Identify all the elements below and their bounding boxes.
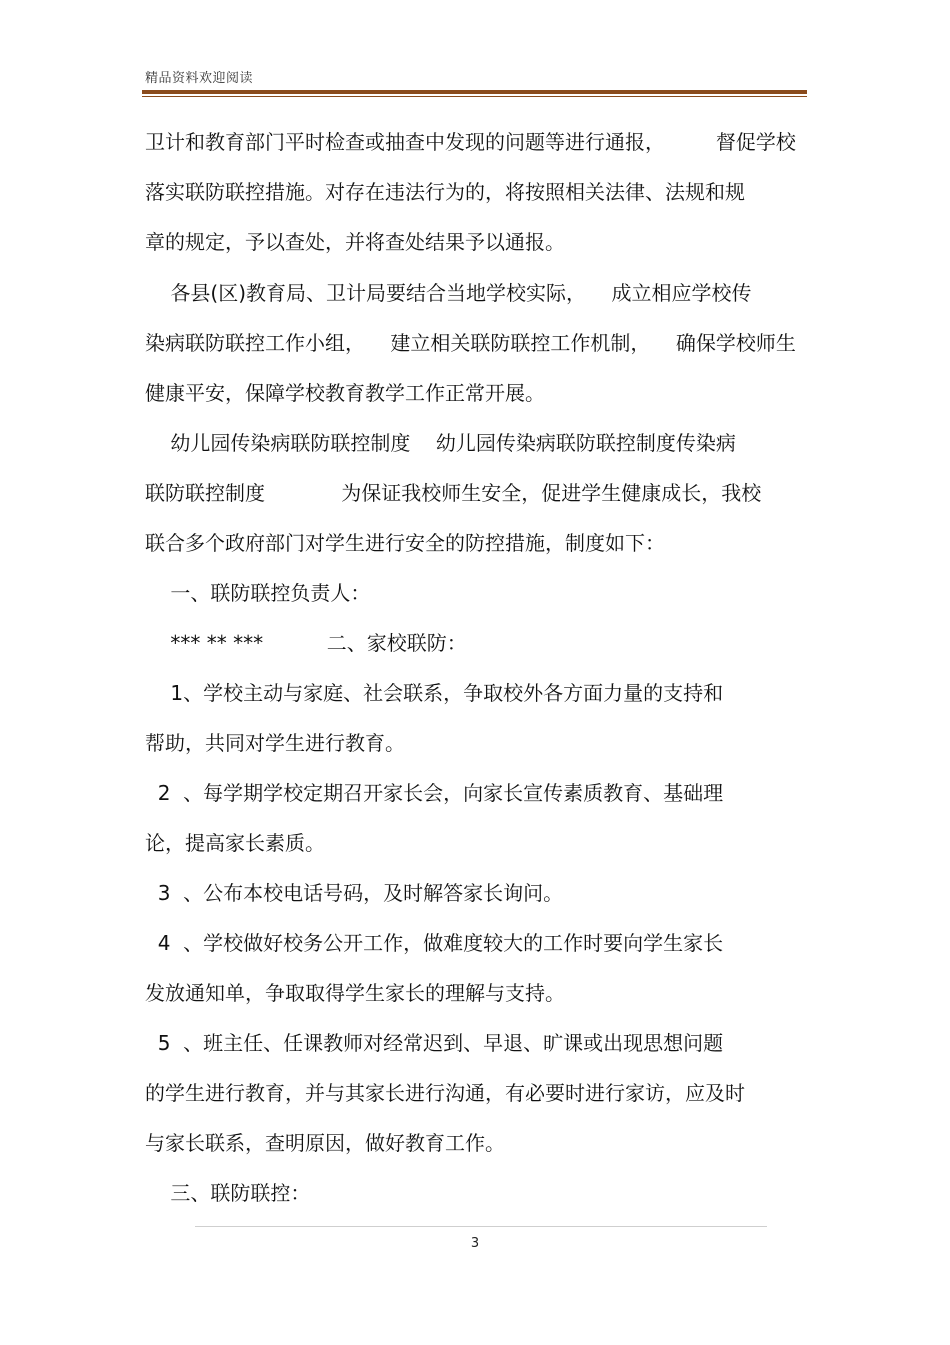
body-line: 章的规定，予以查处，并将查处结果予以通报。: [145, 230, 565, 254]
body-line: 的学生进行教育，并与其家长进行沟通，有必要时进行家访，应及时: [145, 1081, 745, 1105]
header-rule-thin: [142, 96, 807, 97]
body-line: 健康平安，保障学校教育教学工作正常开展。: [145, 381, 545, 405]
body-line: 2 、每学期学校定期召开家长会，向家长宣传素质教育、基础理: [145, 781, 724, 805]
page-number: 3: [470, 1236, 480, 1251]
body-line: *** ** *** 二、家校联防：: [145, 631, 467, 655]
body-line: 与家长联系，查明原因，做好教育工作。: [145, 1131, 505, 1155]
footer-rule: [195, 1226, 767, 1227]
body-line: 3 、公布本校电话号码，及时解答家长询问。: [145, 881, 564, 905]
body-line: 落实联防联控措施。对存在违法行为的，将按照相关法律、法规和规: [145, 180, 745, 204]
body-line: 联合多个政府部门对学生进行安全的防控措施，制度如下：: [145, 531, 665, 555]
body-line: 5 、班主任、任课教师对经常迟到、早退、旷课或出现思想问题: [145, 1031, 724, 1055]
body-line: 帮助，共同对学生进行教育。: [145, 731, 405, 755]
body-line: 卫计和教育部门平时检查或抽查中发现的问题等进行通报， 督促学校: [145, 130, 796, 154]
body-line: 联防联控制度 为保证我校师生安全，促进学生健康成长，我校: [145, 481, 762, 505]
header-label: 精品资料欢迎阅读: [145, 71, 254, 86]
body-line: 一、联防联控负责人：: [145, 581, 371, 605]
body-line: 三、联防联控：: [145, 1181, 311, 1205]
header-rule-thick: [142, 90, 807, 94]
body-line: 染病联防联控工作小组， 建立相关联防联控工作机制， 确保学校师生: [145, 331, 796, 355]
body-line: 论，提高家长素质。: [145, 831, 325, 855]
body-line: 幼儿园传染病联防联控制度 幼儿园传染病联防联控制度传染病: [145, 431, 736, 455]
body-line: 1、学校主动与家庭、社会联系，争取校外各方面力量的支持和: [145, 681, 724, 705]
body-line: 发放通知单，争取取得学生家长的理解与支持。: [145, 981, 565, 1005]
body-line: 各县(区)教育局、卫计局要结合当地学校实际， 成立相应学校传: [145, 281, 752, 305]
body-line: 4 、学校做好校务公开工作，做难度较大的工作时要向学生家长: [145, 931, 724, 955]
